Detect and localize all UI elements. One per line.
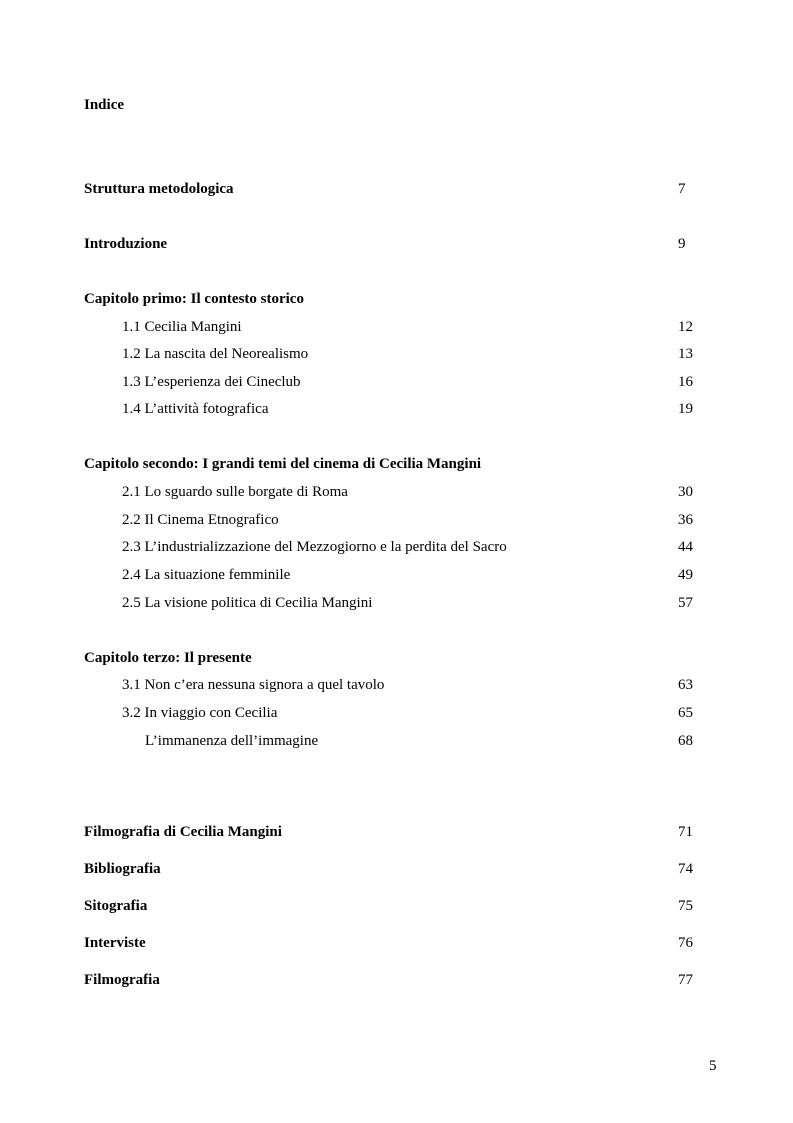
toc-entry-introduzione[interactable]: Introduzione	[84, 236, 168, 252]
toc-entry-filmografia-mangini[interactable]: Filmografia di Cecilia Mangini	[84, 824, 282, 840]
toc-page-number: 19	[678, 401, 693, 417]
toc-entry-2-4[interactable]: 2.4 La situazione femminile	[122, 567, 291, 583]
toc-page-number: 30	[678, 484, 693, 500]
toc-entry-1-4[interactable]: 1.4 L’attività fotografica	[122, 401, 269, 417]
page-number: 5	[709, 1058, 717, 1074]
toc-entry-1-3[interactable]: 1.3 L’esperienza dei Cineclub	[122, 374, 301, 390]
toc-page-number: 77	[678, 972, 693, 988]
page-title: Indice	[84, 97, 125, 113]
toc-page-number: 44	[678, 539, 693, 555]
toc-page-number: 57	[678, 595, 693, 611]
toc-chapter-heading-1[interactable]: Capitolo primo: Il contesto storico	[84, 291, 304, 307]
toc-entry-3-2[interactable]: 3.2 In viaggio con Cecilia	[122, 705, 278, 721]
toc-page-number: 76	[678, 935, 693, 951]
toc-page-number: 68	[678, 733, 693, 749]
toc-page-number: 7	[678, 181, 686, 197]
toc-entry-2-5[interactable]: 2.5 La visione politica di Cecilia Mangini	[122, 595, 373, 611]
toc-chapter-heading-2[interactable]: Capitolo secondo: I grandi temi del cinema di Cecilia Mangini	[84, 456, 482, 472]
toc-page-number: 13	[678, 346, 693, 362]
toc-page-number: 12	[678, 319, 693, 335]
toc-page-number: 49	[678, 567, 693, 583]
toc-chapter-heading-3[interactable]: Capitolo terzo: Il presente	[84, 650, 252, 666]
toc-entry-2-2[interactable]: 2.2 Il Cinema Etnografico	[122, 512, 279, 528]
toc-entry-sitografia[interactable]: Sitografia	[84, 898, 148, 914]
toc-entry-interviste[interactable]: Interviste	[84, 935, 146, 951]
toc-entry-2-1[interactable]: 2.1 Lo sguardo sulle borgate di Roma	[122, 484, 348, 500]
toc-entry-2-3[interactable]: 2.3 L’industrializzazione del Mezzogiorno e la perdita del Sacro	[122, 539, 507, 555]
toc-page-number: 16	[678, 374, 693, 390]
toc-entry-struttura-metodologica[interactable]: Struttura metodologica	[84, 181, 234, 197]
toc-entry-3-2-sub[interactable]: L’immanenza dell’immagine	[145, 733, 319, 749]
toc-page-number: 65	[678, 705, 693, 721]
toc-entry-filmografia[interactable]: Filmografia	[84, 972, 160, 988]
toc-page-number: 71	[678, 824, 693, 840]
toc-entry-1-2[interactable]: 1.2 La nascita del Neorealismo	[122, 346, 309, 362]
toc-page-number: 9	[678, 236, 686, 252]
toc-page-number: 74	[678, 861, 693, 877]
toc-page-number: 75	[678, 898, 693, 914]
toc-page-number: 36	[678, 512, 693, 528]
toc-entry-3-1[interactable]: 3.1 Non c’era nessuna signora a quel tavolo	[122, 677, 385, 693]
toc-entry-1-1[interactable]: 1.1 Cecilia Mangini	[122, 319, 242, 335]
toc-entry-bibliografia[interactable]: Bibliografia	[84, 861, 161, 877]
toc-page-number: 63	[678, 677, 693, 693]
